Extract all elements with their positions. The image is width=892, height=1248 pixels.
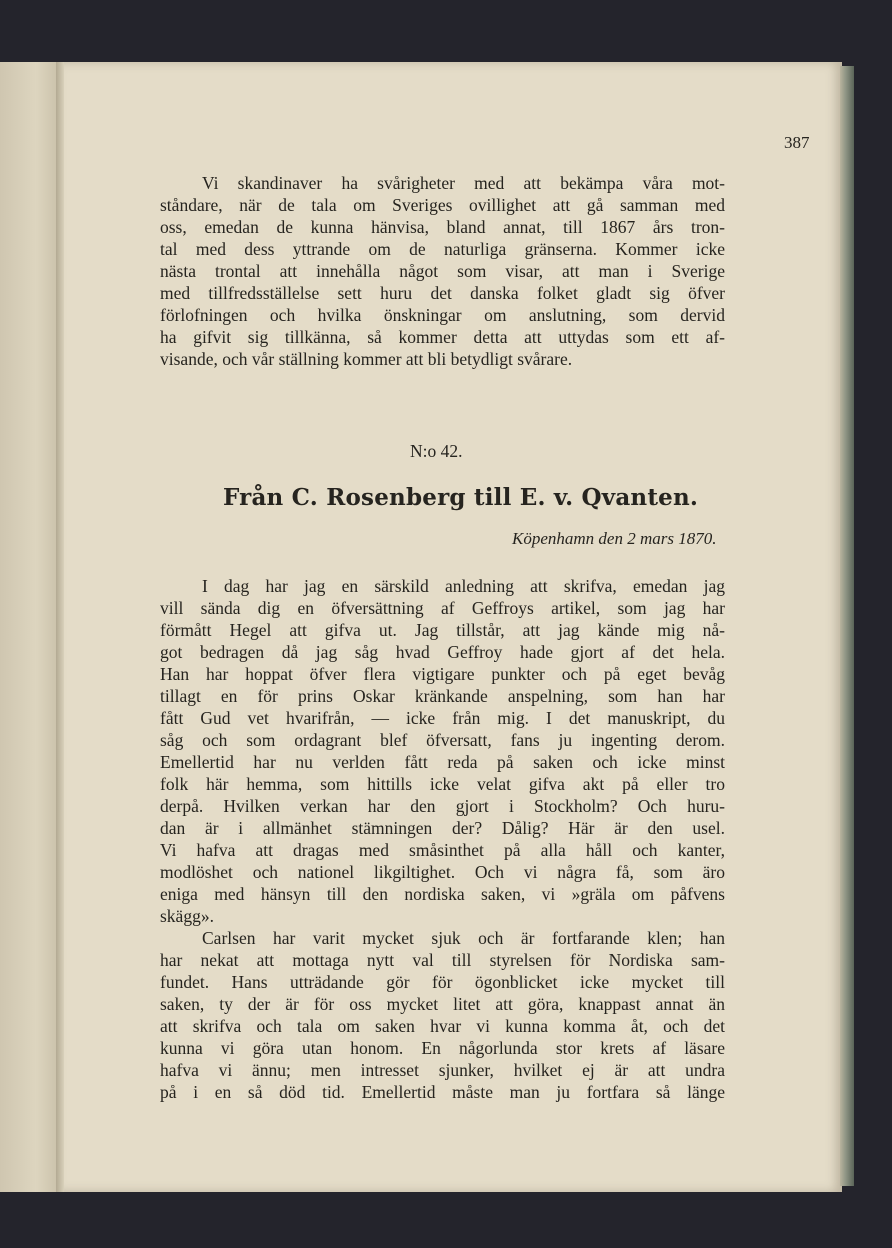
text-line: fundet. Hans utträdande gör för ögonblicket icke mycket till xyxy=(160,972,725,992)
text-line: nästa trontal att innehålla något som visar, att man i Sverige xyxy=(160,261,725,281)
page-stack-edge xyxy=(840,66,854,1186)
text-line: Vi hafva att dragas med småsinthet på alla håll och kanter, xyxy=(160,840,725,860)
text-line: folk här hemma, som hittills icke velat gifva akt på eller tro xyxy=(160,774,725,794)
book-spine xyxy=(56,62,64,1192)
place-date-line: Köpenhamn den 2 mars 1870. xyxy=(512,529,717,548)
text-line: såg och som ordagrant blef öfversatt, fans ju ingenting derom. xyxy=(160,730,725,750)
text-line: visande, och vår ställning kommer att bli betydligt svårare. xyxy=(160,349,573,369)
text-line: hafva vi ännu; men intresset sjunker, hvilket ej är att undra xyxy=(160,1060,725,1080)
text-line: att skrifva och tala om saken hvar vi kunna komma åt, och det xyxy=(160,1016,725,1036)
text-line: oss, emedan de kunna hänvisa, bland annat, till 1867 års tron- xyxy=(160,217,725,237)
text-line: har nekat att mottaga nytt val till styrelsen för Nordiska sam- xyxy=(160,950,725,970)
text-line: modlöshet och nationel likgiltighet. Och vi några få, som äro xyxy=(160,862,725,882)
text-line: I dag har jag en särskild anledning att skrifva, emedan jag xyxy=(202,576,725,596)
text-line: got bedragen då jag såg hvad Geffroy hade gjort af det hela. xyxy=(160,642,725,662)
text-line: förlofningen och hvilka önskningar om anslutning, som dervid xyxy=(160,305,725,325)
text-line: på i en så död tid. Emellertid måste man ju fortfara så länge xyxy=(160,1082,725,1102)
text-line: Carlsen har varit mycket sjuk och är fortfarande klen; han xyxy=(202,928,725,948)
text-line: Han har hoppat öfver flera vigtigare punkter och på eget bevåg xyxy=(160,664,725,684)
text-line: vill sända dig en öfversättning af Geffroys artikel, som jag har xyxy=(160,598,725,618)
text-line: derpå. Hvilken verkan har den gjort i Stockholm? Och huru- xyxy=(160,796,725,816)
text-line: saken, ty der är för oss mycket litet att göra, knappast annat än xyxy=(160,994,725,1014)
text-line: Emellertid har nu verlden fått reda på saken och icke minst xyxy=(160,752,725,772)
letter-number: N:o 42. xyxy=(410,441,463,461)
text-line: dan är i allmänhet stämningen der? Dålig? Här är den usel. xyxy=(160,818,725,838)
text-line: eniga med hänsyn till den nordiska saken, vi »gräla om påfvens xyxy=(160,884,725,904)
text-line: skägg». xyxy=(160,906,214,926)
text-line: Vi skandinaver ha svårigheter med att bekämpa våra mot- xyxy=(202,173,725,193)
text-line: förmått Hegel att gifva ut. Jag tillstår, att jag kände mig nå- xyxy=(160,620,725,640)
text-line: ha gifvit sig tillkänna, så kommer detta att uttydas som ett af- xyxy=(160,327,725,347)
text-line: tal med dess yttrande om de naturliga gränserna. Kommer icke xyxy=(160,239,725,259)
text-line: kunna vi göra utan honom. En någorlunda stor krets af läsare xyxy=(160,1038,725,1058)
letter-heading: Från C. Rosenberg till E. v. Qvanten. xyxy=(223,484,699,511)
page-number: 387 xyxy=(784,133,810,152)
facing-page-edge xyxy=(0,62,60,1192)
text-line: ståndare, när de tala om Sveriges ovillighet att gå samman med xyxy=(160,195,725,215)
text-line: fått Gud vet hvarifrån, — icke från mig. I det manuskript, du xyxy=(160,708,725,728)
text-line: med tillfredsställelse sett huru det danska folket gladt sig öfver xyxy=(160,283,725,303)
text-line: tillagt en för prins Oskar kränkande anspelning, som han har xyxy=(160,686,725,706)
